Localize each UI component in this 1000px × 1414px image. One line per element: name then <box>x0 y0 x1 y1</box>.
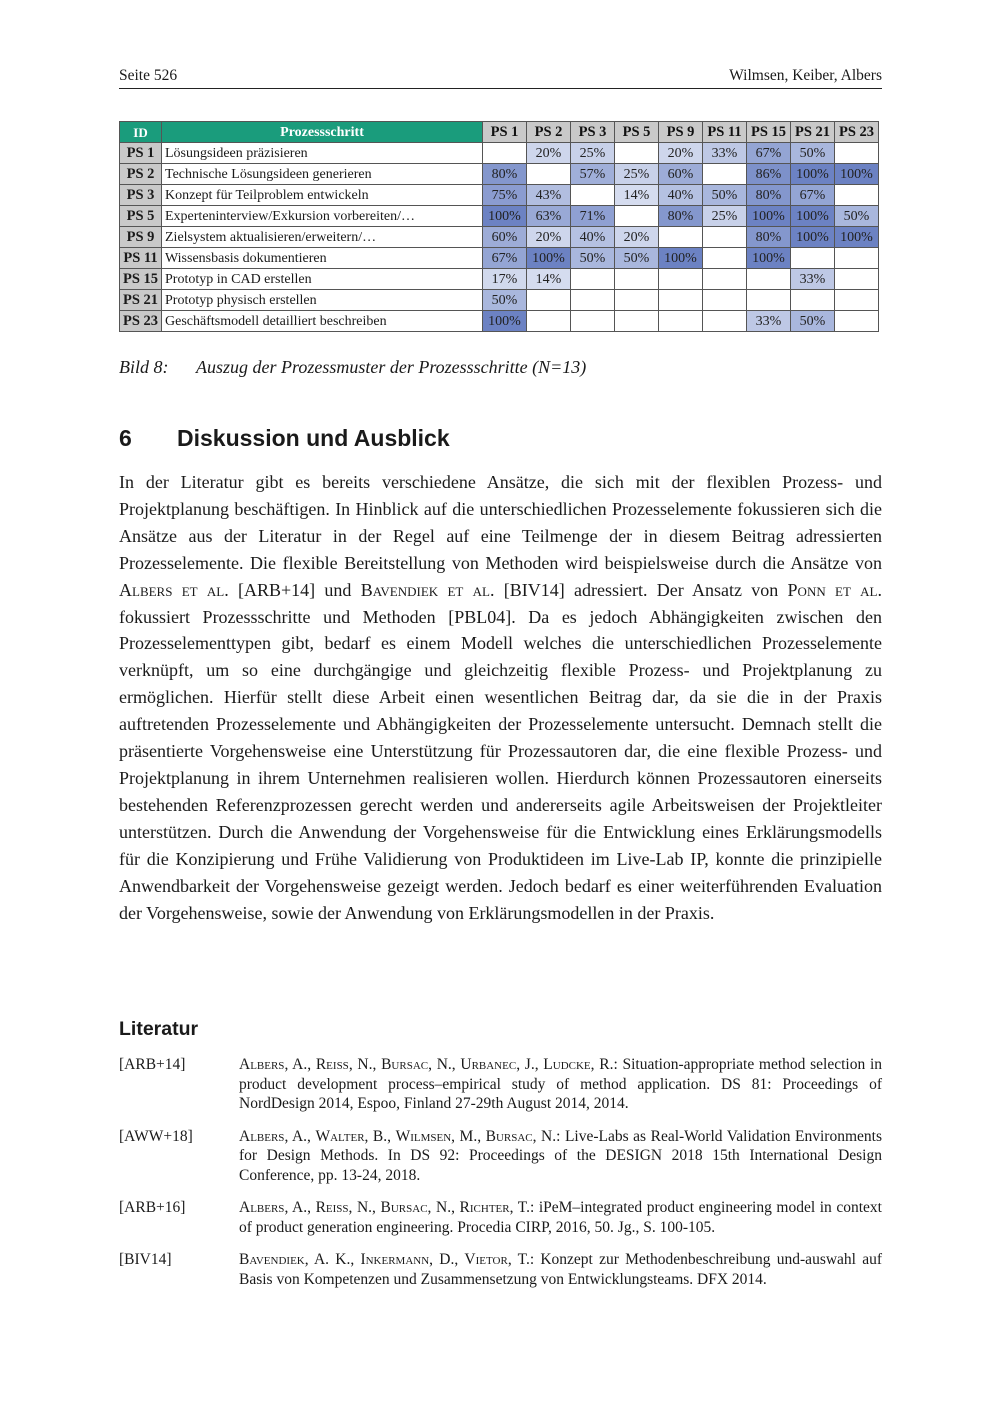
author-name: Bavendiek et al. <box>360 579 495 600</box>
table-row <box>120 290 879 311</box>
percentage-cell <box>571 290 615 311</box>
row-process-step: Prototyp in CAD erstellen <box>162 269 483 290</box>
row-process-step: Zielsystem aktualisieren/erweitern/… <box>162 227 483 248</box>
reference-key: [ARB+14] <box>119 1056 186 1073</box>
percentage-cell <box>835 143 879 164</box>
percentage-cell: 100% <box>835 164 879 185</box>
reference-text <box>239 1198 882 1237</box>
text-run: [ARB+14] und <box>228 579 361 600</box>
reference-key: [AWW+18] <box>119 1127 193 1145</box>
reference-list <box>119 1055 882 1302</box>
percentage-cell <box>571 185 615 206</box>
section-number: 6 <box>119 425 132 451</box>
text-run: , T.: iPeM–integrated product engineering model in context of product generation engineering. Procedia CIRP, 2016, 50. Jg., S. 100-105. <box>239 1199 882 1236</box>
reference-key: [ARB+16] <box>119 1199 186 1216</box>
author-name: Bursac <box>381 1056 429 1073</box>
percentage-cell: 67% <box>747 143 791 164</box>
percentage-cell: 100% <box>747 248 791 269</box>
percentage-cell: 33% <box>791 269 835 290</box>
percentage-cell: 71% <box>571 206 615 227</box>
row-id: PS 21 <box>120 290 162 311</box>
author-name: Reiß <box>315 1056 349 1073</box>
percentage-cell: 20% <box>527 227 571 248</box>
page-number: Seite 526 <box>119 67 178 84</box>
row-id: PS 11 <box>120 248 162 269</box>
percentage-cell: 20% <box>615 227 659 248</box>
reference-entry <box>119 1127 882 1186</box>
percentage-cell: 17% <box>483 269 527 290</box>
percentage-cell: 25% <box>571 143 615 164</box>
table-header-row <box>120 122 879 143</box>
row-process-step: Prototyp physisch erstellen <box>162 290 483 311</box>
text-run: , J., <box>516 1056 544 1073</box>
percentage-cell: 100% <box>483 206 527 227</box>
percentage-cell <box>615 311 659 332</box>
percentage-cell: 50% <box>571 248 615 269</box>
percentage-cell: 80% <box>659 206 703 227</box>
percentage-cell: 33% <box>747 311 791 332</box>
author-name: Richter <box>459 1199 510 1216</box>
percentage-cell: 100% <box>791 227 835 248</box>
percentage-cell: 50% <box>791 311 835 332</box>
author-name: Reiss <box>315 1199 349 1216</box>
percentage-cell: 80% <box>747 185 791 206</box>
author-name: Wilmsen <box>395 1127 452 1145</box>
percentage-cell: 43% <box>527 185 571 206</box>
author-name: Bursac <box>485 1127 533 1145</box>
header-col-ps-21: PS 21 <box>791 122 835 143</box>
author-name: Walter <box>315 1127 365 1145</box>
percentage-cell <box>659 269 703 290</box>
caption-label: Bild 8: <box>119 357 169 377</box>
author-name: Urbanec <box>460 1056 517 1073</box>
text-run: , N., <box>348 1056 382 1073</box>
header-col-ps-1: PS 1 <box>483 122 527 143</box>
figure-caption <box>119 357 586 378</box>
reference-text <box>239 1250 882 1289</box>
section-title: Diskussion und Ausblick <box>177 425 450 451</box>
text-run: , N., <box>427 1199 460 1216</box>
percentage-cell <box>659 290 703 311</box>
row-process-step: Technische Lösungsideen generieren <box>162 164 483 185</box>
reference-text <box>239 1127 882 1186</box>
percentage-cell: 75% <box>483 185 527 206</box>
percentage-cell: 100% <box>791 164 835 185</box>
percentage-cell: 50% <box>703 185 747 206</box>
percentage-cell <box>659 227 703 248</box>
percentage-cell: 33% <box>703 143 747 164</box>
percentage-cell <box>791 248 835 269</box>
percentage-cell: 25% <box>615 164 659 185</box>
row-id: PS 3 <box>120 185 162 206</box>
percentage-cell: 100% <box>791 206 835 227</box>
table-row <box>120 248 879 269</box>
author-name: Bavendiek <box>239 1251 305 1268</box>
row-process-step: Wissensbasis dokumentieren <box>162 248 483 269</box>
percentage-cell: 80% <box>483 164 527 185</box>
percentage-cell: 57% <box>571 164 615 185</box>
header-col-ps-9: PS 9 <box>659 122 703 143</box>
percentage-cell: 25% <box>703 206 747 227</box>
percentage-cell <box>703 248 747 269</box>
percentage-cell: 20% <box>659 143 703 164</box>
text-run: , M., <box>451 1127 486 1145</box>
percentage-cell: 100% <box>747 206 791 227</box>
percentage-cell: 40% <box>659 185 703 206</box>
author-name: Bursac <box>380 1199 428 1216</box>
percentage-cell <box>835 248 879 269</box>
process-pattern-table <box>119 121 879 332</box>
percentage-cell: 80% <box>747 227 791 248</box>
percentage-cell <box>835 311 879 332</box>
percentage-cell <box>615 290 659 311</box>
header-col-ps-2: PS 2 <box>527 122 571 143</box>
percentage-cell <box>703 227 747 248</box>
percentage-cell <box>835 290 879 311</box>
row-process-step: Konzept für Teilproblem entwickeln <box>162 185 483 206</box>
percentage-cell: 50% <box>791 143 835 164</box>
reference-key: [BIV14] <box>119 1251 172 1268</box>
percentage-cell <box>659 311 703 332</box>
text-run: , N., <box>348 1199 381 1216</box>
running-head <box>119 66 882 89</box>
row-id: PS 15 <box>120 269 162 290</box>
text-run: , T.: Konzept zur Methodenbeschreibung und-auswahl auf Basis von Kompetenzen und Zusammensetzung von Entwicklungsteams. DFX 2014. <box>239 1251 882 1288</box>
header-col-ps-15: PS 15 <box>747 122 791 143</box>
table-row <box>120 227 879 248</box>
section-heading <box>119 425 450 452</box>
percentage-cell: 100% <box>483 311 527 332</box>
percentage-cell: 40% <box>571 227 615 248</box>
row-id: PS 5 <box>120 206 162 227</box>
author-name: Inkermann <box>360 1251 430 1268</box>
percentage-cell <box>615 206 659 227</box>
percentage-cell: 86% <box>747 164 791 185</box>
table-row <box>120 269 879 290</box>
text-run: , D., <box>429 1251 465 1268</box>
percentage-cell <box>527 164 571 185</box>
header-col-ps-3: PS 3 <box>571 122 615 143</box>
text-run: , R.: Situation-appropriate method selection in product development process–empirical study of method application. DS 81: Proceedings of NordDesign 2014, Espoo, Finland 27-29th August 2014, 2014. <box>239 1056 882 1112</box>
percentage-cell: 63% <box>527 206 571 227</box>
text-run: fokussiert Prozessschritte und Methoden [PBL04]. Da es jedoch Abhängigkeiten zwischen den Prozesselementtypen gibt, bedarf es einem Modell welches die unterschiedlichen Prozesselemente verknüpft, um so eine durchgängige und gleichzeitig flexible Prozess- und Projektplanung zu ermöglichen. Hierfür stellt diese Arbeit einen wesentlichen Beitrag dar, da sie die in der Praxis auftretenden Prozesselemente und Abhängigkeiten der Prozesselemente untersucht. Demnach stellt die präsentierte Vorgehensweise eine Unterstützung für Prozessautoren dar, die eine flexible Prozess- und Projektplanung in ihrem Unternehmen realisieren wollen. Hierdurch können Prozessautoren einerseits bestehenden Referenzprozessen gerecht werden und andererseits agile Arbeitsweisen der Projektleiter unterstützen. Durch die Anwendung der Vorgehensweise für die Entwicklung eines Erklärungsmodells für die Konzipierung und Frühe Validierung von Produktideen im Live-Lab IP, konnte die prinzipielle Anwendbarkeit der Vorgehensweise gezeigt werden. Jedoch bedarf es einer weiterführenden Evaluation der Vorgehensweise, sowie der Anwendung von Erklärungsmodellen in der Praxis. <box>119 606 882 923</box>
text-run: [BIV14] adressiert. Der Ansatz von <box>494 579 788 600</box>
percentage-cell <box>703 164 747 185</box>
percentage-cell <box>703 290 747 311</box>
text-run: , A., <box>284 1199 316 1216</box>
percentage-cell <box>615 269 659 290</box>
percentage-cell <box>703 311 747 332</box>
body-paragraph <box>119 469 882 926</box>
row-id: PS 23 <box>120 311 162 332</box>
reference-entry <box>119 1250 882 1289</box>
percentage-cell: 60% <box>659 164 703 185</box>
running-authors: Wilmsen, Keiber, Albers <box>729 67 882 84</box>
text-run: , A., <box>284 1127 316 1145</box>
table-row <box>120 311 879 332</box>
author-name: Albers <box>239 1127 285 1145</box>
table-row <box>120 206 879 227</box>
text-run: , N.: Live-Labs as Real-World Validation Environments for Design Methods. In DS 92: Proceedings of the DESIGN 2018 15th International Design Conference, pp. 13-24, 2018. <box>239 1127 882 1184</box>
percentage-cell <box>747 290 791 311</box>
author-name: Ponn et al. <box>787 579 882 600</box>
text-run: , B., <box>364 1127 396 1145</box>
header-col-ps-5: PS 5 <box>615 122 659 143</box>
row-id: PS 2 <box>120 164 162 185</box>
reference-entry <box>119 1055 882 1114</box>
percentage-cell <box>791 290 835 311</box>
percentage-cell <box>571 311 615 332</box>
header-process-step: Prozessschritt <box>162 122 483 143</box>
percentage-cell <box>835 185 879 206</box>
percentage-cell <box>571 269 615 290</box>
percentage-cell: 100% <box>527 248 571 269</box>
percentage-cell <box>483 143 527 164</box>
row-process-step: Lösungsideen präzisieren <box>162 143 483 164</box>
reference-entry <box>119 1198 882 1237</box>
percentage-cell <box>703 269 747 290</box>
percentage-cell <box>835 269 879 290</box>
percentage-cell: 67% <box>483 248 527 269</box>
percentage-cell: 60% <box>483 227 527 248</box>
percentage-cell: 14% <box>527 269 571 290</box>
row-id: PS 9 <box>120 227 162 248</box>
author-name: Albers <box>239 1199 285 1216</box>
percentage-cell <box>527 290 571 311</box>
percentage-cell: 14% <box>615 185 659 206</box>
text-run: , A., <box>284 1056 316 1073</box>
row-id: PS 1 <box>120 143 162 164</box>
header-col-ps-23: PS 23 <box>835 122 879 143</box>
row-process-step: Geschäftsmodell detailliert beschreiben <box>162 311 483 332</box>
literature-heading: Literatur <box>119 1018 199 1040</box>
percentage-cell <box>527 311 571 332</box>
percentage-cell: 50% <box>835 206 879 227</box>
percentage-cell: 20% <box>527 143 571 164</box>
author-name: Albers et al. <box>119 579 229 600</box>
percentage-cell: 50% <box>483 290 527 311</box>
table-row <box>120 143 879 164</box>
percentage-cell: 100% <box>659 248 703 269</box>
percentage-cell: 100% <box>835 227 879 248</box>
percentage-cell: 67% <box>791 185 835 206</box>
text-run: In der Literatur gibt es bereits verschiedene Ansätze, die sich mit der flexiblen Prozess- und Projektplanung beschäftigen. In Hinblick auf die unterschiedlichen Prozesselemente fokussieren sich die Ansätze aus der Literatur in der Regel auf eine Teilmenge der in diesem Beitrag adressierten Prozesselemente. Die flexible Bereitstellung von Methoden wird beispielsweise durch die Ansätze von <box>119 472 882 573</box>
caption-text: Auszug der Prozessmuster der Prozessschritte (N=13) <box>196 357 587 377</box>
author-name: Ludcke <box>543 1056 591 1073</box>
row-process-step: Experteninterview/Exkursion vorbereiten/… <box>162 206 483 227</box>
percentage-cell <box>747 269 791 290</box>
percentage-cell: 50% <box>615 248 659 269</box>
table-row <box>120 164 879 185</box>
reference-text <box>239 1055 882 1114</box>
header-id: ID <box>120 122 162 143</box>
table-row <box>120 185 879 206</box>
percentage-cell <box>615 143 659 164</box>
author-name: Albers <box>239 1056 285 1073</box>
author-name: Vietor <box>464 1251 508 1268</box>
text-run: , A. K., <box>304 1251 361 1268</box>
header-col-ps-11: PS 11 <box>703 122 747 143</box>
text-run: , N., <box>428 1056 461 1073</box>
